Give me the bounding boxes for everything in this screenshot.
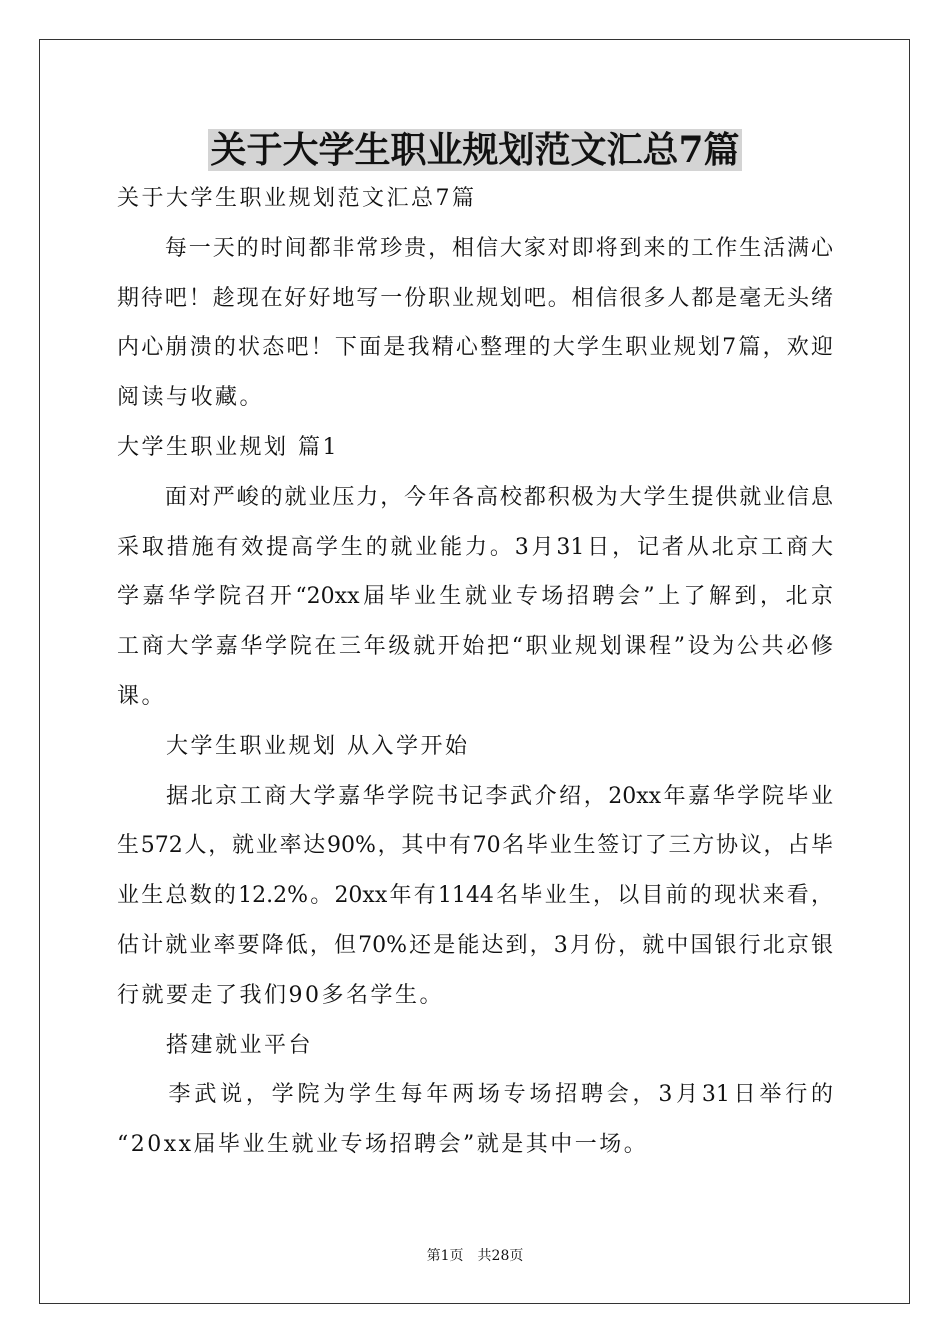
body-line: 李武说，学院为学生每年两场专场招聘会，3月31日举行的 — [117, 1082, 833, 1107]
body-line: 工商大学嘉华学院在三年级就开始把“职业规划课程”设为公共必修 — [117, 634, 833, 659]
sub-heading: 搭建就业平台 — [117, 1033, 314, 1058]
section-heading: 大学生职业规划 篇1 — [117, 435, 339, 460]
body-line: 课。 — [117, 684, 167, 709]
body-line: 面对严峻的就业压力，今年各高校都积极为大学生提供就业信息 — [117, 485, 833, 510]
page-footer: 第1页 共28页 — [426, 1248, 524, 1264]
body-line: 估计就业率要降低，但70%还是能达到，3月份，就中国银行北京银 — [117, 933, 833, 958]
body-line: 内心崩溃的状态吧！下面是我精心整理的大学生职业规划7篇，欢迎 — [117, 335, 833, 360]
body-line: “20xx届毕业生就业专场招聘会”就是其中一场。 — [117, 1132, 649, 1157]
document-title — [0, 124, 950, 176]
body-line: 据北京工商大学嘉华学院书记李武介绍，20xx年嘉华学院毕业 — [117, 784, 833, 809]
page-frame — [39, 39, 910, 1304]
body-line: 阅读与收藏。 — [117, 385, 265, 410]
body-line: 期待吧！趁现在好好地写一份职业规划吧。相信很多人都是毫无头绪 — [117, 286, 833, 311]
body-line: 生572人，就业率达90%，其中有70名毕业生签订了三方协议，占毕 — [117, 833, 833, 858]
document-title-text: 关于大学生职业规划范文汇总7篇 — [210, 129, 740, 171]
body-line: 每一天的时间都非常珍贵，相信大家对即将到来的工作生活满心 — [117, 236, 833, 261]
sub-heading: 大学生职业规划 从入学开始 — [117, 734, 470, 759]
subtitle-line: 关于大学生职业规划范文汇总7篇 — [117, 186, 477, 211]
body-line: 采取措施有效提高学生的就业能力。3月31日，记者从北京工商大 — [117, 535, 833, 560]
body-line: 业生总数的12.2%。20xx年有1144名毕业生，以目前的现状来看， — [117, 883, 833, 908]
body-line: 学嘉华学院召开“20xx届毕业生就业专场招聘会”上了解到，北京 — [117, 584, 833, 609]
body-line: 行就要走了我们90多名学生。 — [117, 983, 444, 1008]
